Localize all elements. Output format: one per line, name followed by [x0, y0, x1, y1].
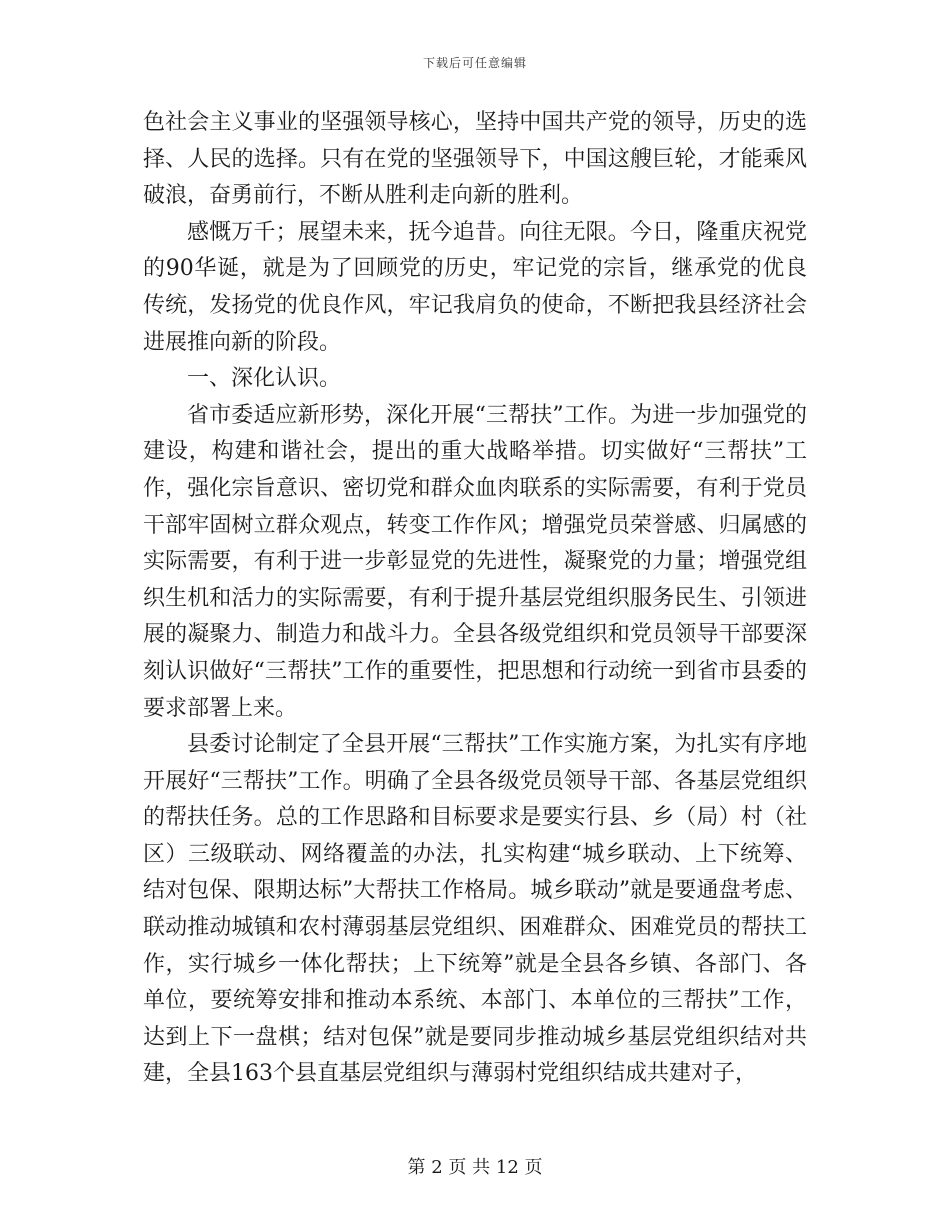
footer-suffix: 页	[524, 1157, 543, 1178]
paragraph-1: 色社会主义事业的坚强领导核心，坚持中国共产党的领导，历史的选择、人民的选择。只有在党的坚强领导下，中国这艘巨轮，才能乘风破浪，奋勇前行，不断从胜利走向新的胜利。	[143, 110, 807, 209]
page-footer	[0, 1153, 950, 1179]
paragraph-2: 感慨万千；展望未来，抚今追昔。向往无限。今日，隆重庆祝党的90华诞，就是为了回顾党的历史，牢记党的宗旨，继承党的优良传统，发扬党的优良作风，牢记我肩负的使命，不断把我县经济社会进展推向新的阶段。	[143, 219, 807, 355]
section-heading: 一、深化认识。	[187, 366, 342, 392]
page-header-note: 下载后可任意编辑	[422, 56, 527, 70]
footer-prefix: 第	[407, 1157, 426, 1178]
footer-total-pages: 12	[495, 1157, 519, 1178]
paragraph-4: 县委讨论制定了全县开展“三帮扶”工作实施方案，为扎实有序地开展好“三帮扶”工作。明确了全县各级党员领导干部、各基层党组织的帮扶任务。总的工作思路和目标要求是要实行县、乡（局）村（社区）三级联动、网络覆盖的办法，扎实构建“城乡联动、上下统筹、结对包保、限期达标”大帮扶工作格局。城乡联动”就是要通盘考虑、联动推动城镇和农村薄弱基层党组织、困难群众、困难党员的帮扶工作，实行城乡一体化帮扶；上下统筹”就是全县各乡镇、各部门、各单位，要统筹安排和推动本系统、本部门、本单位的三帮扶”工作，达到上下一盘棋；结对包保”就是要同步推动城乡基层党组织结对共建，全县163个县直基层党组织与薄弱村党组织结成共建对子，	[143, 732, 807, 1087]
footer-middle: 页 共	[448, 1157, 491, 1178]
paragraph-3: 省市委适应新形势，深化开展“三帮扶”工作。为进一步加强党的建设，构建和谐社会，提出的重大战略举措。切实做好“三帮扶”工作，强化宗旨意识、密切党和群众血肉联系的实际需要，有利于党员干部牢固树立群众观点，转变工作作风；增强党员荣誉感、归属感的实际需要，有利于进一步彰显党的先进性，凝聚党的力量；增强党组织生机和活力的实际需要，有利于提升基层党组织服务民生、引领进展的凝聚力、制造力和战斗力。全县各级党组织和党员领导干部要深刻认识做好“三帮扶”工作的重要性，把思想和行动统一到省市县委的要求部署上来。	[143, 402, 807, 721]
footer-page-number: 2	[431, 1157, 443, 1178]
document-body	[143, 105, 807, 1093]
